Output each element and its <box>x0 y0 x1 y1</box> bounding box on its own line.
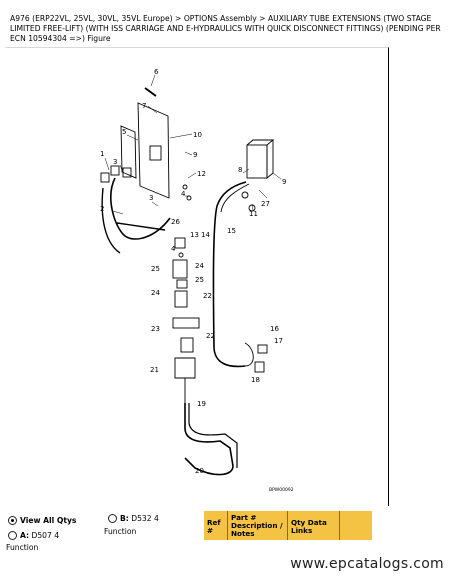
svg-text:14: 14 <box>201 231 210 239</box>
svg-text:3: 3 <box>149 194 154 202</box>
filter-b-radio[interactable] <box>108 514 159 523</box>
svg-text:9: 9 <box>282 178 287 186</box>
svg-text:11: 11 <box>249 210 258 218</box>
col-qty-data-links: Qty Data Links <box>288 511 340 540</box>
svg-text:15: 15 <box>227 227 236 235</box>
svg-text:21: 21 <box>150 366 159 374</box>
filter-b-suffix: Function <box>104 527 137 536</box>
col-part-description: Part # Description / Notes <box>228 511 288 540</box>
svg-text:16: 16 <box>270 325 279 333</box>
parts-diagram-frame <box>5 47 389 506</box>
col-extra <box>340 511 372 540</box>
svg-text:9: 9 <box>193 151 198 159</box>
svg-text:27: 27 <box>261 200 270 208</box>
svg-text:1: 1 <box>100 150 105 158</box>
svg-text:18: 18 <box>251 376 260 384</box>
svg-text:4: 4 <box>171 245 176 253</box>
svg-text:12: 12 <box>197 170 206 178</box>
svg-text:25: 25 <box>195 276 204 284</box>
bracket-plate <box>138 103 169 198</box>
svg-text:3: 3 <box>113 158 118 166</box>
parts-table-header <box>204 511 372 540</box>
filter-a-radio[interactable] <box>8 531 59 540</box>
svg-text:8: 8 <box>238 166 243 174</box>
filter-a-suffix: Function <box>6 543 39 552</box>
radio-unchecked-icon[interactable] <box>8 531 17 540</box>
view-all-qtys-label: View All Qtys <box>20 516 77 525</box>
svg-text:23: 23 <box>151 325 160 333</box>
svg-text:13: 13 <box>190 231 199 239</box>
view-all-qtys-radio[interactable] <box>8 516 76 525</box>
parts-diagram <box>5 48 388 506</box>
svg-text:25: 25 <box>151 265 160 273</box>
svg-text:24: 24 <box>195 262 204 270</box>
svg-text:26: 26 <box>171 218 180 226</box>
filter-a-label: A: <box>20 531 30 540</box>
svg-text:20: 20 <box>195 467 204 475</box>
svg-text:5: 5 <box>122 128 127 136</box>
svg-text:2: 2 <box>100 205 105 213</box>
svg-text:19: 19 <box>197 400 206 408</box>
svg-text:17: 17 <box>274 337 283 345</box>
radio-checked-icon[interactable] <box>8 516 17 525</box>
svg-text:4: 4 <box>181 190 186 198</box>
radio-unchecked-icon[interactable] <box>108 514 117 523</box>
svg-text:6: 6 <box>154 68 159 76</box>
svg-text:BPW00092: BPW00092 <box>269 488 294 493</box>
breadcrumb: A976 (ERP22VL, 25VL, 30VL, 35VL Europe) > OPTIONS Assembly > AUXILIARY TUBE EXTENSIONS (TWO STAGE LIMITED FREE-LIFT) (WITH ISS CARRIAGE AND E-HYDRAULICS WITH QUICK DISCONNECT FITTINGS) (PENDING PER ECN 10594304 =>) Figure <box>10 14 441 43</box>
svg-text:22: 22 <box>203 292 212 300</box>
svg-text:10: 10 <box>193 131 202 139</box>
svg-text:22: 22 <box>206 332 215 340</box>
filter-a-value: D507 4 <box>31 531 60 540</box>
filter-b-value: D532 4 <box>131 514 159 523</box>
col-ref: Ref # <box>204 511 228 540</box>
svg-text:24: 24 <box>151 289 160 297</box>
watermark: www.epcatalogs.com <box>290 556 444 572</box>
filter-b-label: B: <box>120 514 129 523</box>
svg-text:7: 7 <box>142 102 147 110</box>
